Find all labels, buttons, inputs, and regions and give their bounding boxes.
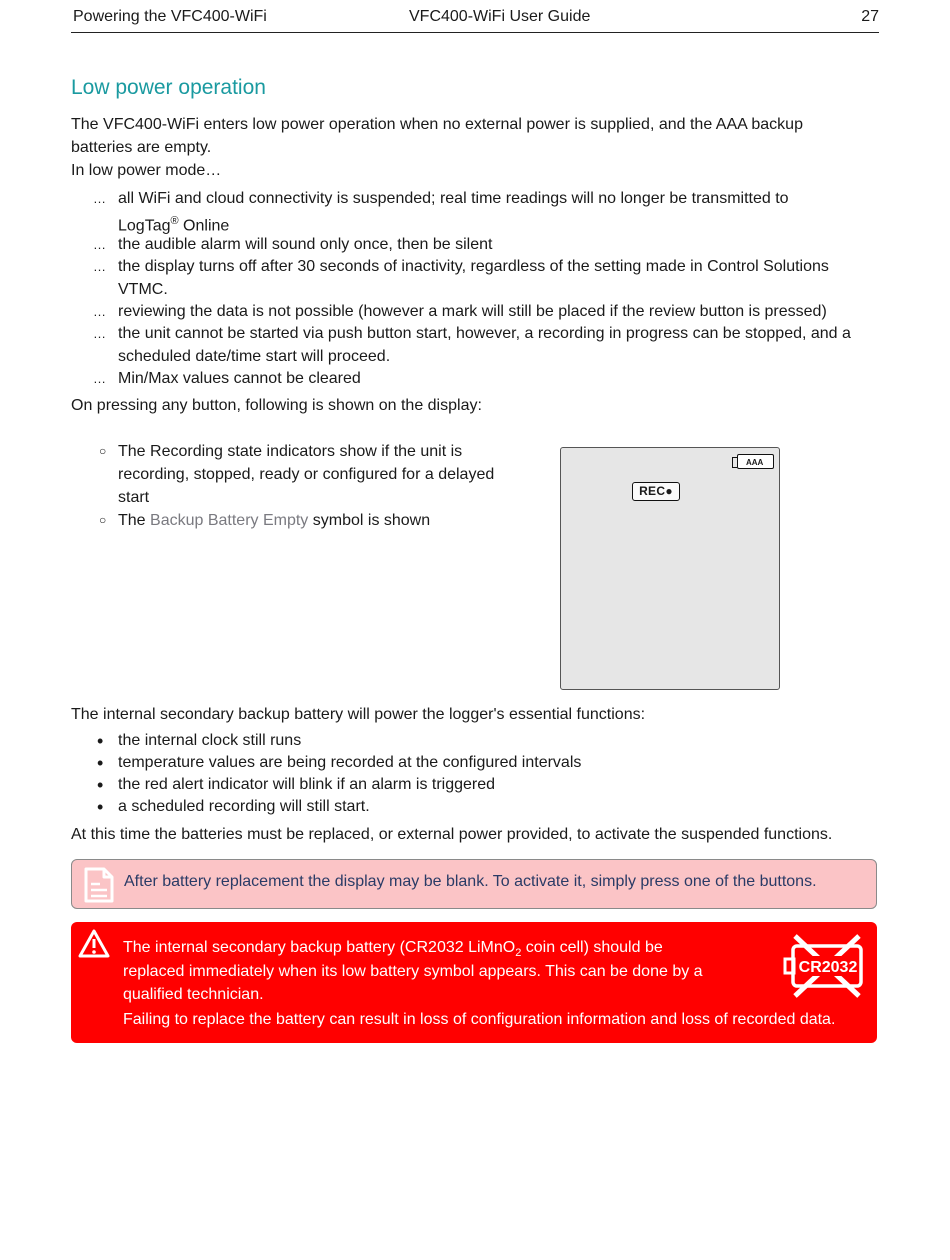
bullet-marker: •: [97, 753, 104, 773]
circle-marker: ○: [99, 444, 107, 458]
warning-line: replaced immediately when its low battery symbol appears. This can be done by a: [123, 963, 703, 980]
secondary-intro: The internal secondary backup battery will power the logger's essential functions:: [71, 706, 646, 723]
list-item-text: the red alert indicator will blink if an alarm is triggered: [118, 776, 496, 793]
list-item-text: The Backup Battery Empty symbol is shown: [118, 512, 431, 529]
list-item-text: The Recording state indicators show if the unit is: [118, 443, 463, 460]
header-doc-title: VFC400-WiFi User Guide: [409, 8, 591, 25]
backup-battery-empty-link[interactable]: Backup Battery Empty: [150, 512, 309, 529]
bullet-marker: •: [97, 731, 104, 751]
page-number: 27: [861, 8, 879, 25]
list-item-text: scheduled date/time start will proceed.: [118, 348, 391, 365]
list-item-text: the audible alarm will sound only once, then be silent: [118, 236, 493, 253]
list-item-text: the unit cannot be started via push button start, however, a recording in progress can be stopped, and a: [118, 325, 851, 342]
page-header: [71, 6, 879, 33]
rec-indicator: REC●: [632, 482, 680, 501]
note-text: After battery replacement the display may be blank. To activate it, simply press one of the buttons.: [124, 873, 817, 890]
list-item-text: LogTag® Online: [118, 215, 230, 235]
note-box: [71, 859, 877, 909]
document-note-icon: [80, 866, 116, 904]
circle-marker: ○: [99, 513, 107, 527]
ellipsis-marker: …: [93, 304, 106, 319]
intro-line: batteries are empty.: [71, 139, 212, 156]
list-item-text: reviewing the data is not possible (however a mark will still be placed if the review button is pressed): [118, 303, 827, 320]
list-item-text: all WiFi and cloud connectivity is suspended; real time readings will no longer be transmitted to: [118, 190, 789, 207]
intro-line: The VFC400-WiFi enters low power operation when no external power is supplied, and the AAA backup: [71, 116, 803, 133]
ellipsis-marker: …: [93, 191, 106, 206]
mode-intro: In low power mode…: [71, 162, 222, 179]
list-item-text: VTMC.: [118, 281, 168, 298]
warning-line: qualified technician.: [123, 986, 264, 1003]
battery-icon: [737, 454, 774, 469]
list-item-text: recording, stopped, ready or configured for a delayed: [118, 466, 495, 483]
bullet-marker: •: [97, 775, 104, 795]
list-item-text: Min/Max values cannot be cleared: [118, 370, 361, 387]
battery-label: AAA: [746, 458, 764, 467]
bullet-marker: •: [97, 797, 104, 817]
list-item-text: the display turns off after 30 seconds of inactivity, regardless of the setting made in Control Solutions: [118, 258, 829, 275]
display-intro: On pressing any button, following is shown on the display:: [71, 397, 482, 414]
cr2032-label: CR2032: [798, 959, 858, 976]
list-item-text: temperature values are being recorded at the configured intervals: [118, 754, 582, 771]
lcd-display-illustration: [560, 447, 780, 690]
ellipsis-marker: …: [93, 237, 106, 252]
intro-paragraph: [71, 113, 871, 182]
cr2032-battery-icon: [783, 934, 869, 998]
header-section-title: Powering the VFC400-WiFi: [73, 8, 267, 25]
ellipsis-marker: …: [93, 371, 106, 386]
warning-box: [71, 922, 877, 1043]
list-item-text: the internal clock still runs: [118, 732, 302, 749]
ellipsis-marker: …: [93, 259, 106, 274]
ellipsis-marker: …: [93, 326, 106, 341]
section-title: Low power operation: [71, 76, 266, 99]
warning-line: Failing to replace the battery can result in loss of configuration information and loss of recorded data.: [123, 1011, 836, 1028]
warning-triangle-icon: [78, 929, 110, 959]
list-item-text: a scheduled recording will still start.: [118, 798, 370, 815]
secondary-outro: At this time the batteries must be replaced, or external power provided, to activate the suspended functions.: [71, 826, 833, 843]
warning-line: The internal secondary backup battery (CR2032 LiMnO$_2$ coin cell) should be: [123, 939, 663, 960]
list-item-text: start: [118, 489, 150, 506]
